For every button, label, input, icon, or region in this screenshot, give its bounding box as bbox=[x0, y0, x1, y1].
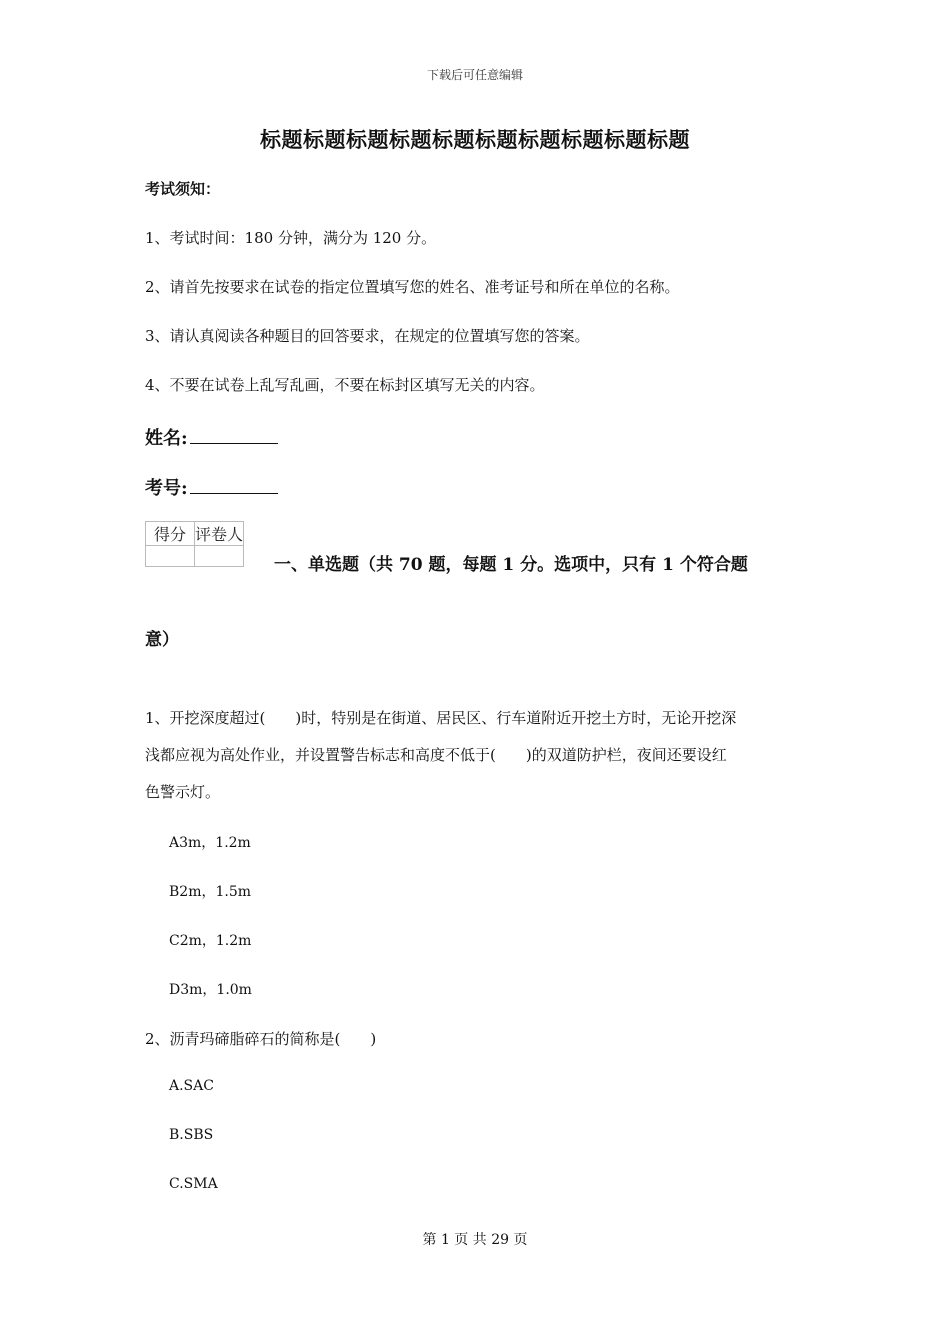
score-header: 得分 bbox=[146, 522, 195, 546]
score-table bbox=[145, 521, 244, 567]
answer-option[interactable]: D3m，1.0m bbox=[169, 982, 252, 998]
notice-item: 3、请认真阅读各种题目的回答要求，在规定的位置填写您的答案。 bbox=[145, 327, 590, 345]
page-footer: 第 1 页 共 29 页 bbox=[422, 1232, 528, 1248]
question-text: 浅都应视为高处作业，并设置警告标志和高度不低于( )的双道防护栏，夜间还要设红 bbox=[145, 746, 727, 764]
notice-heading: 考试须知： bbox=[145, 180, 221, 198]
notice-item: 4、不要在试卷上乱写乱画，不要在标封区填写无关的内容。 bbox=[145, 376, 545, 394]
notice-item: 1、考试时间：180 分钟，满分为 120 分。 bbox=[145, 229, 437, 247]
answer-option[interactable]: B.SBS bbox=[169, 1127, 214, 1143]
question-text: 色警示灯。 bbox=[145, 783, 221, 801]
grader-cell[interactable] bbox=[195, 546, 244, 567]
name-label: 姓名: bbox=[145, 428, 188, 449]
name-field bbox=[145, 424, 278, 450]
answer-option[interactable]: A.SAC bbox=[169, 1078, 214, 1094]
notice-item: 2、请首先按要求在试卷的指定位置填写您的姓名、准考证号和所在单位的名称。 bbox=[145, 278, 680, 296]
id-blank[interactable] bbox=[190, 477, 278, 494]
id-field bbox=[145, 474, 278, 500]
document-title: 标题标题标题标题标题标题标题标题标题标题 bbox=[260, 127, 690, 152]
header-note: 下载后可任意编辑 bbox=[426, 68, 523, 82]
name-blank[interactable] bbox=[190, 427, 278, 444]
id-label: 考号: bbox=[145, 478, 188, 499]
section-title: 一、单选题（共 70 题，每题 1 分。选项中，只有 1 个符合题 bbox=[274, 555, 748, 575]
question-text: 1、开挖深度超过( )时，特别是在街道、居民区、行车道附近开挖土方时，无论开挖深 bbox=[145, 709, 737, 727]
section-title-continued: 意） bbox=[145, 630, 179, 650]
grader-header: 评卷人 bbox=[195, 522, 244, 546]
answer-option[interactable]: B2m，1.5m bbox=[169, 884, 252, 900]
question-text: 2、沥青玛碲脂碎石的简称是( ) bbox=[145, 1030, 377, 1048]
answer-option[interactable]: C2m，1.2m bbox=[169, 933, 252, 949]
answer-option[interactable]: C.SMA bbox=[169, 1176, 218, 1192]
answer-option[interactable]: A3m，1.2m bbox=[169, 835, 251, 851]
score-cell[interactable] bbox=[146, 546, 195, 567]
